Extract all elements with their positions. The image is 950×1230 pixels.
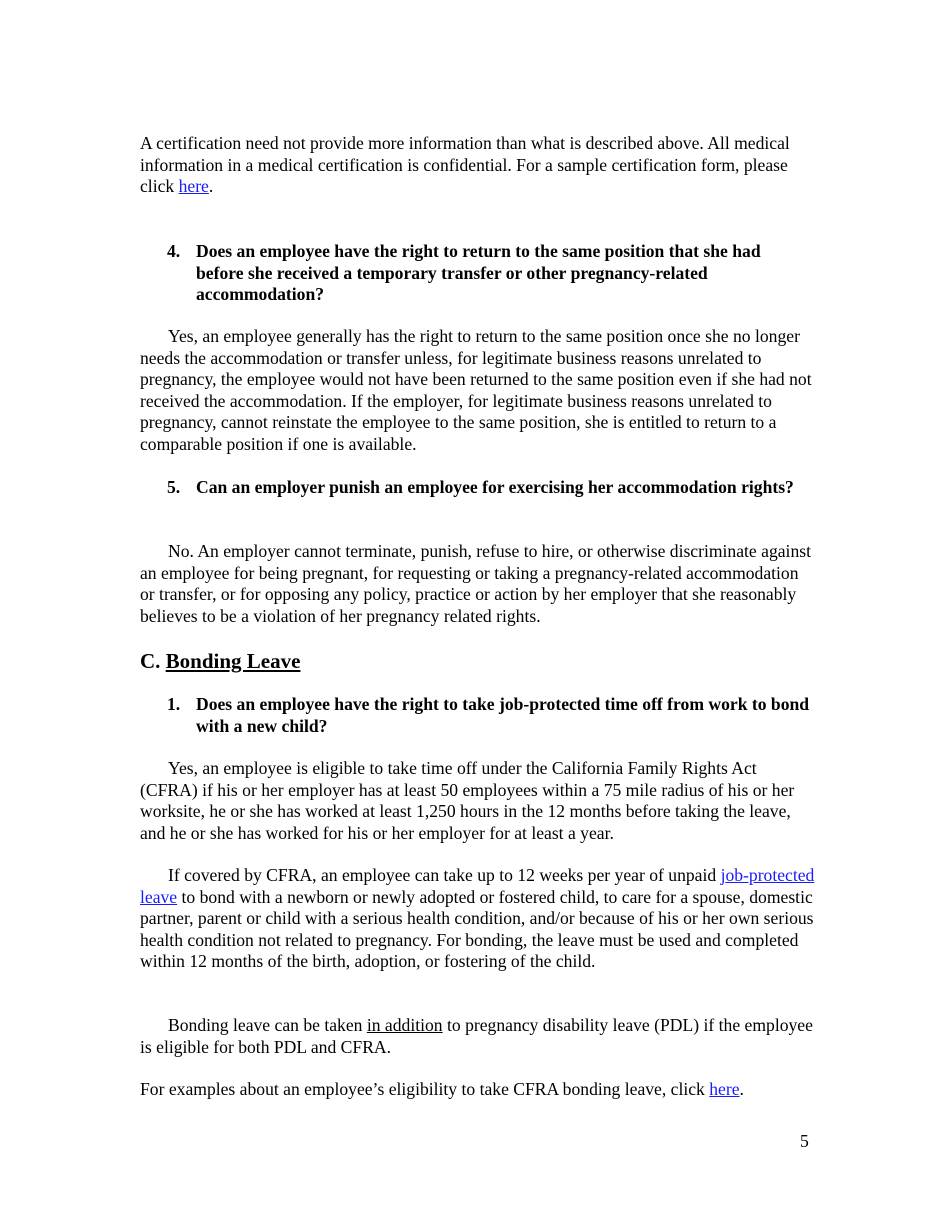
answer-4: Yes, an employee generally has the right to return to the same position once she no longer needs the accommodation or transfer unless, for legitimate business reasons unrelated to pregnancy, the employee would not have been returned to the same position even if she had not received the accommodation. If the employer, for legitimate business reasons unrelated to pregnancy, cannot reinstate the employee to the same position, she is entitled to return to a comparable position if one is available. [140, 326, 812, 454]
question-text: Does an employee have the right to return to the same position that she had before she received a temporary transfer or other pregnancy-related accommodation? [196, 241, 761, 304]
question-c1 [167, 694, 812, 737]
examples-paragraph [140, 1079, 815, 1101]
answer-5: No. An employer cannot terminate, punish, refuse to hire, or otherwise discriminate against an employee for being pregnant, for requesting or taking a pregnancy-related accommodation or transfer, or for opposing any policy, practice or action by her employer that she reasonably believes to be a violation of her pregnancy related rights. [140, 541, 811, 626]
question-text: Can an employer punish an employee for exercising her accommodation rights? [196, 477, 794, 497]
question-number: 5. [167, 477, 181, 497]
section-c-heading [140, 648, 300, 674]
examples-end: . [739, 1079, 744, 1099]
cfra-text-before: If covered by CFRA, an employee can take up to 12 weeks per year of unpaid [168, 865, 721, 885]
question-number: 1. [167, 694, 181, 714]
job-protected-leave-link[interactable]: job-protected leave [140, 865, 815, 907]
question-5 [167, 477, 812, 499]
section-title: Bonding Leave [165, 649, 301, 673]
page-number: 5 [800, 1131, 809, 1151]
bonding-text-after: to pregnancy disability leave (PDL) if the employee is eligible for both PDL and CFRA. [140, 1015, 813, 1057]
intro-paragraph [140, 133, 815, 198]
bonding-text-before: Bonding leave can be taken [168, 1015, 367, 1035]
sample-certification-link[interactable]: here [178, 176, 209, 196]
question-text: Does an employee have the right to take job-protected time off from work to bond with a new child? [196, 694, 810, 736]
question-4 [167, 241, 812, 306]
examples-text: For examples about an employee’s eligibility to take CFRA bonding leave, click [140, 1079, 710, 1099]
answer-c1: Yes, an employee is eligible to take time off under the California Family Rights Act (CFRA) if his or her employer has at least 50 employees within a 75 mile radius of his or her worksite, he or she has worked at least 1,250 hours in the 12 months before taking the leave, and he or she has worked for his or her employer for at least a year. [140, 758, 795, 843]
cfra-examples-link[interactable]: here [709, 1079, 740, 1099]
cfra-text-after: to bond with a newborn or newly adopted or fostered child, to care for a spouse, domestic partner, parent or child with a serious health condition, and/or because of his or her own serious health condition not related to pregnancy. For bonding, the leave must be used and completed within 12 months of the birth, adoption, or fostering of the child. [140, 886, 814, 971]
in-addition-emphasis: in addition [366, 1015, 443, 1035]
cfra-paragraph [140, 865, 815, 973]
intro-end: . [208, 176, 214, 196]
bonding-paragraph [140, 1015, 815, 1058]
question-number: 4. [167, 241, 181, 261]
intro-text: A certification need not provide more information than what is described above. All medical information in a medical certification is confidential. For a sample certification form, please click [140, 133, 790, 196]
section-prefix: C. [140, 649, 166, 673]
